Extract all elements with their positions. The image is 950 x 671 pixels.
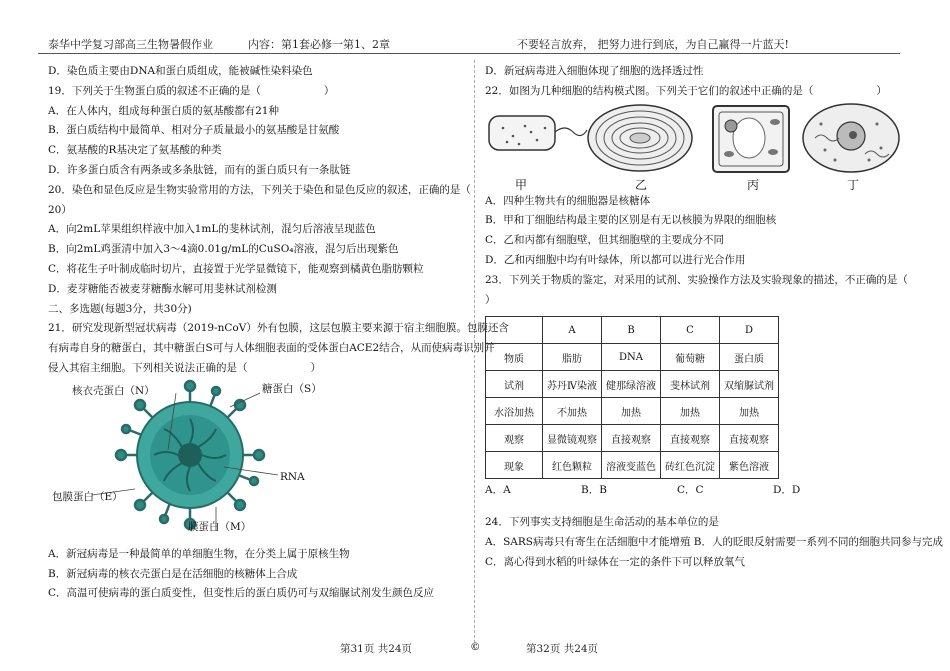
table-header-row <box>486 317 779 344</box>
table-cell: 不加热 <box>543 398 602 425</box>
question-23-option-d: D．D <box>773 484 801 497</box>
header-content: 内容：第1套必修一第1、2章 <box>248 38 390 51</box>
virus-diagram <box>48 379 468 531</box>
question-23-options <box>485 481 905 501</box>
table-cell: 物质 <box>486 344 543 371</box>
table-cell: 直接观察 <box>720 425 779 452</box>
question-20-stem: 20．染色和显色反应是生物实验常用的方法，下列关于染色和显色反应的叙述，正确的是（ <box>48 183 471 196</box>
table-cell: 直接观察 <box>661 425 720 452</box>
question-19-option-b: B．蛋白质结构中最简单、相对分子质量最小的氨基酸是甘氨酸 <box>48 124 340 137</box>
question-20-option-c: C．将花生子叶制成临时切片，直接置于光学显微镜下，能观察到橘黄色脂肪颗粒 <box>48 262 424 275</box>
label-rna: RNA <box>280 470 305 483</box>
question-22-option-a: A．四种生物共有的细胞器是核糖体 <box>485 194 651 207</box>
cell-diagrams <box>485 102 905 192</box>
table-cell: 溶液变蓝色 <box>602 452 661 479</box>
table-cell: D <box>720 317 779 344</box>
table-row <box>486 452 779 479</box>
footer-page-left: 第31页 共24页 <box>340 643 413 655</box>
question-22-stem: 22．如图为几种细胞的结构模式图。下列关于它们的叙述中正确的是（ ） <box>485 84 887 97</box>
table-cell: 红色颗粒 <box>543 452 602 479</box>
question-20-option-d: D．麦芽糖能否被麦芽糖酶水解可用斐林试剂检测 <box>48 282 277 295</box>
table-cell: 现象 <box>486 452 543 479</box>
cell-label-ding: 丁 <box>847 177 860 192</box>
table-cell: 斐林试剂 <box>661 371 720 398</box>
table-cell: 加热 <box>720 398 779 425</box>
right-column <box>485 62 944 573</box>
question-19-option-a: A．在人体内，组成每种蛋白质的氨基酸都有21种 <box>48 104 279 117</box>
header-rule <box>38 53 900 54</box>
question-21-stem-2: 有病毒自身的糖蛋白，其中糖蛋白S可与人体细胞表面的受体蛋白ACE2结合，从而使病毒识别并 <box>48 342 495 355</box>
column-divider <box>474 60 476 648</box>
table-cell: 紫色溶液 <box>720 452 779 479</box>
question-21-option-a: A．新冠病毒是一种最简单的单细胞生物，在分类上属于原核生物 <box>48 547 350 560</box>
question-24-option-ab: A．SARS病毒只有寄生在活细胞中才能增殖 B．人的眨眼反射需要一系列不同的细胞共同参与完成 <box>485 535 944 548</box>
question-20-option-a: A．向2mL苹果组织样液中加入1mL的斐林试剂，混匀后溶液呈现蓝色 <box>48 223 376 236</box>
table-cell: 砖红色沉淀 <box>661 452 720 479</box>
cells-figure <box>485 102 905 192</box>
table-row <box>486 398 779 425</box>
question-22-option-b: B．甲和丁细胞结构最主要的区别是有无以核膜为界限的细胞核 <box>485 214 777 227</box>
table-row <box>486 371 779 398</box>
table-row <box>486 344 779 371</box>
question-23-option-c: C．C <box>677 484 704 497</box>
table-cell: 观察 <box>486 425 543 452</box>
question-23-stem-cont: ） <box>485 293 496 306</box>
reagent-table <box>485 316 779 479</box>
label-spike: 糖蛋白（S） <box>262 382 322 395</box>
table-cell <box>486 317 543 344</box>
label-envelope: 包膜蛋白（E） <box>52 490 123 503</box>
footer-copyright: © <box>470 641 481 653</box>
section-multi-choice: 二、多选题(每题3分，共30分) <box>48 302 192 315</box>
footer-page-right: 第32页 共24页 <box>526 643 599 655</box>
table-cell: 双缩脲试剂 <box>720 371 779 398</box>
label-nucleocapsid: 核衣壳蛋白（N） <box>72 384 155 397</box>
question-19-stem: 19．下列关于生物蛋白质的叙述不正确的是（ ） <box>48 84 335 97</box>
header-school: 泰华中学复习部高三生物暑假作业 <box>48 38 213 51</box>
cell-label-jia: 甲 <box>515 177 528 192</box>
table-cell: DNA <box>602 344 661 371</box>
table-row <box>486 425 779 452</box>
question-23-option-b: B．B <box>581 484 607 497</box>
table-cell: C <box>661 317 720 344</box>
table-cell: 水浴加热 <box>486 398 543 425</box>
table-cell: 苏丹Ⅳ染液 <box>543 371 602 398</box>
question-24-stem: 24．下列事实支持细胞是生命活动的基本单位的是 <box>485 516 719 529</box>
table-cell: A <box>543 317 602 344</box>
question-19-option-c: C．氨基酸的R基决定了氨基酸的种类 <box>48 144 222 157</box>
table-cell: 葡萄糖 <box>661 344 720 371</box>
question-21-option-c: C．高温可使病毒的蛋白质变性，但变性后的蛋白质仍可与双缩脲试剂发生颜色反应 <box>48 587 435 600</box>
question-20-stem-cont: 20） <box>48 203 72 216</box>
question-23-stem: 23．下列关于物质的鉴定，对采用的试剂、实验操作方法及实验现象的描述，不正确的是（ <box>485 273 908 286</box>
question-21-option-d: D．新冠病毒进入细胞体现了细胞的选择透过性 <box>485 65 704 77</box>
question-22-option-c: C．乙和丙都有细胞壁，但其细胞壁的主要成分不同 <box>485 234 725 247</box>
virus-figure <box>48 379 464 531</box>
question-23-option-a: A．A <box>485 484 511 497</box>
label-membrane: 膜蛋白（M） <box>188 520 252 533</box>
question-18-option-d: D．染色质主要由DNA和蛋白质组成，能被碱性染料染色 <box>48 65 313 77</box>
table-cell: 试剂 <box>486 371 543 398</box>
question-21-option-b: B．新冠病毒的核衣壳蛋白是在活细胞的核糖体上合成 <box>48 567 298 580</box>
question-19-option-d: D．许多蛋白质含有两条或多条肽链，而有的蛋白质只有一条肽链 <box>48 163 351 176</box>
table-cell: 直接观察 <box>602 425 661 452</box>
table-cell: 加热 <box>661 398 720 425</box>
question-21-stem-1: 21．研究发现新型冠状病毒（2019-nCoV）外有包膜，这层包膜主要来源于宿主细胞膜。包膜还含 <box>48 322 509 335</box>
header-motto: 不要轻言放弃， 把努力进行到底，为自己赢得一片蓝天! <box>517 38 789 51</box>
question-22-option-d: D．乙和丙细胞中均有叶绿体，所以都可以进行光合作用 <box>485 253 746 266</box>
table-cell: 显微镜观察 <box>543 425 602 452</box>
table-cell: 脂肪 <box>543 344 602 371</box>
question-21-stem-3: 侵入其宿主细胞。下列相关说法正确的是（ ） <box>48 361 321 374</box>
cell-label-bing: 丙 <box>747 177 760 192</box>
table-cell: 蛋白质 <box>720 344 779 371</box>
table-cell: 加热 <box>602 398 661 425</box>
cell-label-yi: 乙 <box>635 177 648 192</box>
table-cell: 健那绿溶液 <box>602 371 661 398</box>
question-24-option-c: C．离心得到水稻的叶绿体在一定的条件下可以释放氧气 <box>485 555 746 568</box>
question-20-option-b: B．向2mL鸡蛋清中加入3～4滴0.01g/mL的CuSO₄溶液，混匀后出现紫色 <box>48 243 399 256</box>
table-cell: B <box>602 317 661 344</box>
